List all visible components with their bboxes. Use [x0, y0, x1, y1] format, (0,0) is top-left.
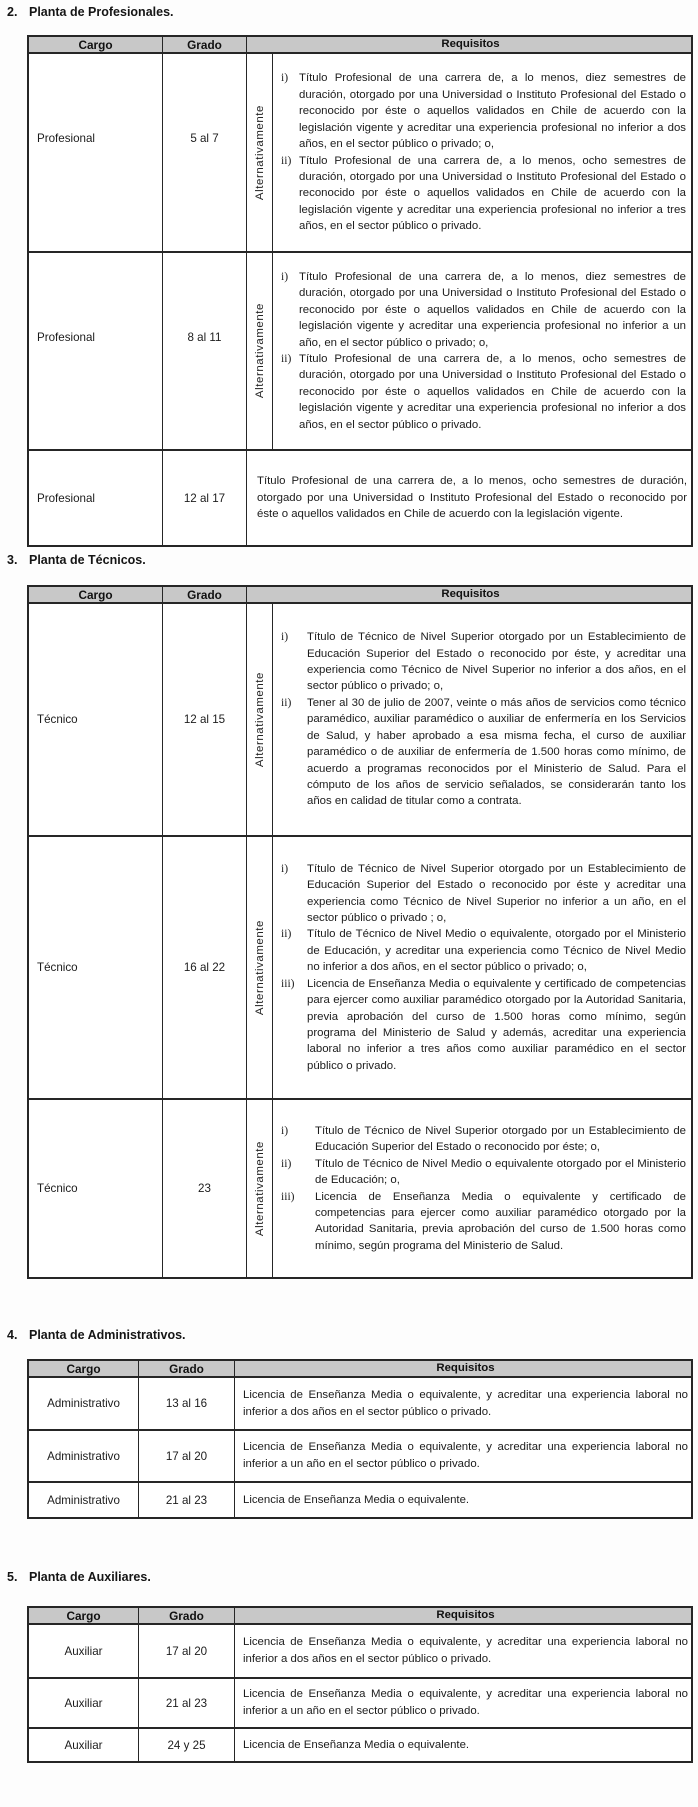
item-text: Título Profesional de una carrera de, a lo menos, diez semestres de duración, otorgado por una Universidad o Instituto Profesional del Estado o reconocido por éste o aquellos validados en Chile de acuerdo con la legislación vigente y acreditar una experiencia profesional no inferior a dos años, en el sector público o privado; o,	[299, 72, 686, 151]
item-text: Título de Técnico de Nivel Medio o equivalente otorgado por el Ministerio de Educación; o,	[315, 1157, 686, 1187]
cell-cargo: Auxiliar	[29, 1625, 139, 1677]
column-header-cargo: Cargo	[29, 1361, 139, 1376]
cell-alternativamente	[247, 253, 273, 449]
item-marker: i)	[281, 861, 289, 875]
table-row	[29, 835, 691, 1098]
requisito-item	[281, 629, 686, 695]
table-row	[29, 1481, 691, 1517]
cell-requisitos	[235, 1431, 691, 1481]
table-row	[29, 1098, 691, 1277]
alternativamente-label: Alternativamente	[253, 1140, 266, 1237]
cell-cargo: Técnico	[29, 604, 163, 835]
section-number: 5.	[7, 1570, 18, 1584]
cell-cargo: Profesional	[29, 451, 163, 545]
requisito-text: Licencia de Enseñanza Media o equivalente.	[243, 1738, 470, 1751]
document-page	[0, 5, 698, 1763]
cell-grado: 12 al 15	[163, 604, 247, 835]
table-row	[29, 1677, 691, 1727]
requisito-text: Licencia de Enseñanza Media o equivalente.	[243, 1493, 470, 1506]
item-text: Licencia de Enseñanza Media o equivalente y certificado de competencias para ejercer como auxiliar paramédico otorgado por la Autoridad Sanitaria, previa aprobación del curso de 1.500 horas como mínimo, según programa del Ministerio de Salud y además, acreditar una experiencia laboral no inferior a tres años como auxiliar paramédico en el sector público o privado.	[307, 977, 686, 1072]
cell-requisitos	[273, 837, 691, 1098]
column-header-requisitos: Requisitos	[441, 38, 500, 51]
profesionales-table	[27, 35, 693, 547]
requisito-item	[281, 70, 686, 152]
item-marker: iii)	[281, 976, 295, 990]
section-number: 3.	[7, 553, 18, 567]
cell-alternativamente	[247, 837, 273, 1098]
requisito-text: Título Profesional de una carrera de, a lo menos, ocho semestres de duración, otorgado por una Universidad o Instituto Profesional del Estado o reconocido por éste o aquellos validados en Chile de acuerdo con la legislación vigente.	[257, 475, 687, 521]
table-row	[29, 1727, 691, 1761]
column-header-requisitos: Requisitos	[436, 1609, 495, 1621]
cell-requisitos	[235, 1483, 691, 1517]
cell-cargo: Profesional	[29, 253, 163, 449]
cell-grado: 21 al 23	[139, 1679, 235, 1727]
cell-grado: 21 al 23	[139, 1483, 235, 1517]
table-row	[29, 1378, 691, 1429]
cell-requisitos	[273, 253, 691, 449]
cell-cargo: Auxiliar	[29, 1729, 139, 1761]
column-header-requisitos: Requisitos	[436, 1362, 495, 1374]
cell-grado: 16 al 22	[163, 837, 247, 1098]
item-text: Título de Técnico de Nivel Medio o equivalente, otorgado por el Ministerio de Educación, y acreditar una experiencia como Técnico de Nivel Medio no inferior a dos años, en el sector público o privado; o,	[307, 928, 686, 974]
item-text: Título Profesional de una carrera de, a lo menos, ocho semestres de duración, otorgado por una Universidad o Instituto Profesional del Estado o reconocido por éste o aquellos validados en Chile de acuerdo con la legislación vigente y acreditar una experiencia profesional no inferior a tres años, en el sector público o privado.	[299, 154, 686, 233]
item-marker: ii)	[281, 153, 292, 167]
cell-requisitos	[247, 451, 691, 545]
table-header-row	[29, 37, 691, 54]
item-text: Título de Técnico de Nivel Superior otorgado por un Establecimiento de Educación Superior del Estado o reconocido por éste; o,	[315, 1124, 686, 1154]
requisito-item	[281, 351, 686, 433]
section-title: Planta de Auxiliares.	[29, 1570, 151, 1584]
cell-alternativamente	[247, 54, 273, 251]
alternativamente-label: Alternativamente	[253, 919, 266, 1016]
cell-requisitos	[273, 54, 691, 251]
cell-grado: 17 al 20	[139, 1625, 235, 1677]
cell-grado: 12 al 17	[163, 451, 247, 545]
column-header-grado: Grado	[139, 1608, 235, 1623]
cell-cargo: Administrativo	[29, 1483, 139, 1517]
item-marker: i)	[281, 630, 289, 644]
column-header-cargo: Cargo	[29, 37, 163, 52]
item-marker: i)	[281, 269, 289, 283]
column-header-grado: Grado	[139, 1361, 235, 1376]
table-row	[29, 449, 691, 545]
cell-grado: 5 al 7	[163, 54, 247, 251]
requisito-item	[281, 1189, 686, 1255]
cell-cargo: Administrativo	[29, 1378, 139, 1429]
requisito-text: Licencia de Enseñanza Media o equivalente, y acreditar una experiencia laboral no inferior a dos años en el sector público o privado.	[243, 1388, 688, 1418]
cell-grado: 8 al 11	[163, 253, 247, 449]
column-header-grado: Grado	[163, 37, 247, 52]
item-text: Título Profesional de una carrera de, a lo menos, diez semestres de duración, otorgado por una Universidad o Instituto Profesional del Estado o reconocido por éste o aquellos validados en Chile de acuerdo con la legislación vigente y acreditar una experiencia profesional no inferior a un año, en el sector público o privado; o,	[299, 270, 686, 349]
requisito-item	[281, 269, 686, 351]
cell-grado: 23	[163, 1100, 247, 1277]
cell-grado: 17 al 20	[139, 1431, 235, 1481]
section-title: Planta de Técnicos.	[29, 553, 146, 567]
requisito-item	[281, 1156, 686, 1189]
table-header-row	[29, 1608, 691, 1625]
section-heading-administrativos	[0, 1328, 698, 1343]
requisito-item	[281, 695, 686, 810]
cell-requisitos	[235, 1378, 691, 1429]
requisito-item	[281, 1123, 686, 1156]
tecnicos-table	[27, 585, 693, 1279]
section-heading-profesionales	[0, 5, 698, 20]
item-marker: i)	[281, 71, 289, 85]
requisito-text: Licencia de Enseñanza Media o equivalente, y acreditar una experiencia laboral no inferior a dos años en el sector público o privado.	[243, 1636, 688, 1665]
item-marker: i)	[281, 1123, 289, 1137]
cell-requisitos	[273, 1100, 691, 1277]
section-title: Planta de Administrativos.	[29, 1328, 186, 1342]
cell-cargo: Técnico	[29, 1100, 163, 1277]
section-heading-tecnicos	[0, 553, 698, 568]
item-marker: ii)	[281, 927, 292, 941]
item-text: Título Profesional de una carrera de, a lo menos, ocho semestres de duración, otorgado por una Universidad o Instituto Profesional del Estado o reconocido por éste o aquellos validados en Chile de acuerdo con la legislación vigente y acreditar una experiencia profesional no inferior a dos años, en el sector público o privado.	[299, 353, 686, 431]
cell-cargo: Administrativo	[29, 1431, 139, 1481]
section-heading-auxiliares	[0, 1570, 698, 1585]
item-marker: iii)	[281, 1189, 295, 1203]
auxiliares-table	[27, 1606, 693, 1763]
column-header-cargo: Cargo	[29, 1608, 139, 1623]
table-row	[29, 1625, 691, 1677]
item-text: Título de Técnico de Nivel Superior otorgado por un Establecimiento de Educación Superior del Estado o reconocido por éste y acreditar una experiencia como Técnico de Nivel Superior no inferior a un año, en el sector público o privado ; o,	[307, 862, 686, 925]
item-marker: ii)	[281, 695, 292, 709]
cell-alternativamente	[247, 1100, 273, 1277]
table-row	[29, 604, 691, 835]
section-title: Planta de Profesionales.	[29, 5, 174, 19]
cell-cargo: Auxiliar	[29, 1679, 139, 1727]
alternativamente-label: Alternativamente	[253, 303, 266, 399]
cell-requisitos	[235, 1625, 691, 1677]
table-row	[29, 251, 691, 449]
cell-requisitos	[235, 1679, 691, 1727]
cell-cargo: Técnico	[29, 837, 163, 1098]
requisito-item	[281, 926, 686, 975]
cell-requisitos	[235, 1729, 691, 1761]
table-row	[29, 1429, 691, 1481]
item-marker: ii)	[281, 352, 292, 365]
table-header-row	[29, 1361, 691, 1378]
cell-alternativamente	[247, 604, 273, 835]
table-header-row	[29, 587, 691, 604]
requisito-text: Licencia de Enseñanza Media o equivalente, y acreditar una experiencia laboral no inferior a un año en el sector público o privado.	[243, 1441, 688, 1470]
section-number: 2.	[7, 5, 18, 19]
item-text: Título de Técnico de Nivel Superior otorgado por un Establecimiento de Educación Superior del Estado o reconocido por éste, y acreditar una experiencia como Técnico de Nivel Superior no inferior a dos años, en el sector público o privado; o,	[307, 631, 686, 693]
alternativamente-label: Alternativamente	[253, 104, 266, 201]
cell-grado: 13 al 16	[139, 1378, 235, 1429]
requisito-item	[281, 153, 686, 235]
requisito-item	[281, 976, 686, 1074]
cell-cargo: Profesional	[29, 54, 163, 251]
cell-requisitos	[273, 604, 691, 835]
administrativos-table	[27, 1359, 693, 1519]
item-text: Tener al 30 de julio de 2007, veinte o más años de servicios como técnico paramédico, auxiliar paramédico o auxiliar de enfermería en los Servicios de Salud, y haber aprobado a esa misma fecha, el curso de auxiliar paramédico o de auxiliar de enfermería de 1.500 horas como mínimo, de acuerdo a programas reconocidos por el Ministerio de Salud. Para el cómputo de los años de servicio señalados, se considerarán tanto los años en calidad de titular como a contrata.	[307, 696, 686, 808]
table-row	[29, 54, 691, 251]
column-header-grado: Grado	[163, 587, 247, 602]
section-number: 4.	[7, 1328, 18, 1342]
cell-grado: 24 y 25	[139, 1729, 235, 1761]
item-marker: ii)	[281, 1156, 292, 1170]
requisito-text: Licencia de Enseñanza Media o equivalente, y acreditar una experiencia laboral no inferior a un año en el sector público o privado.	[243, 1688, 688, 1717]
column-header-cargo: Cargo	[29, 587, 163, 602]
item-text: Licencia de Enseñanza Media o equivalente y certificado de competencias para ejercer como auxiliar paramédico otorgado por la Autoridad Sanitaria, previa aprobación del curso de 1.500 horas como mínimo, según programa del Ministerio de Salud.	[315, 1190, 686, 1252]
column-header-requisitos: Requisitos	[441, 588, 500, 601]
requisito-item	[281, 861, 686, 927]
alternativamente-label: Alternativamente	[253, 671, 266, 768]
